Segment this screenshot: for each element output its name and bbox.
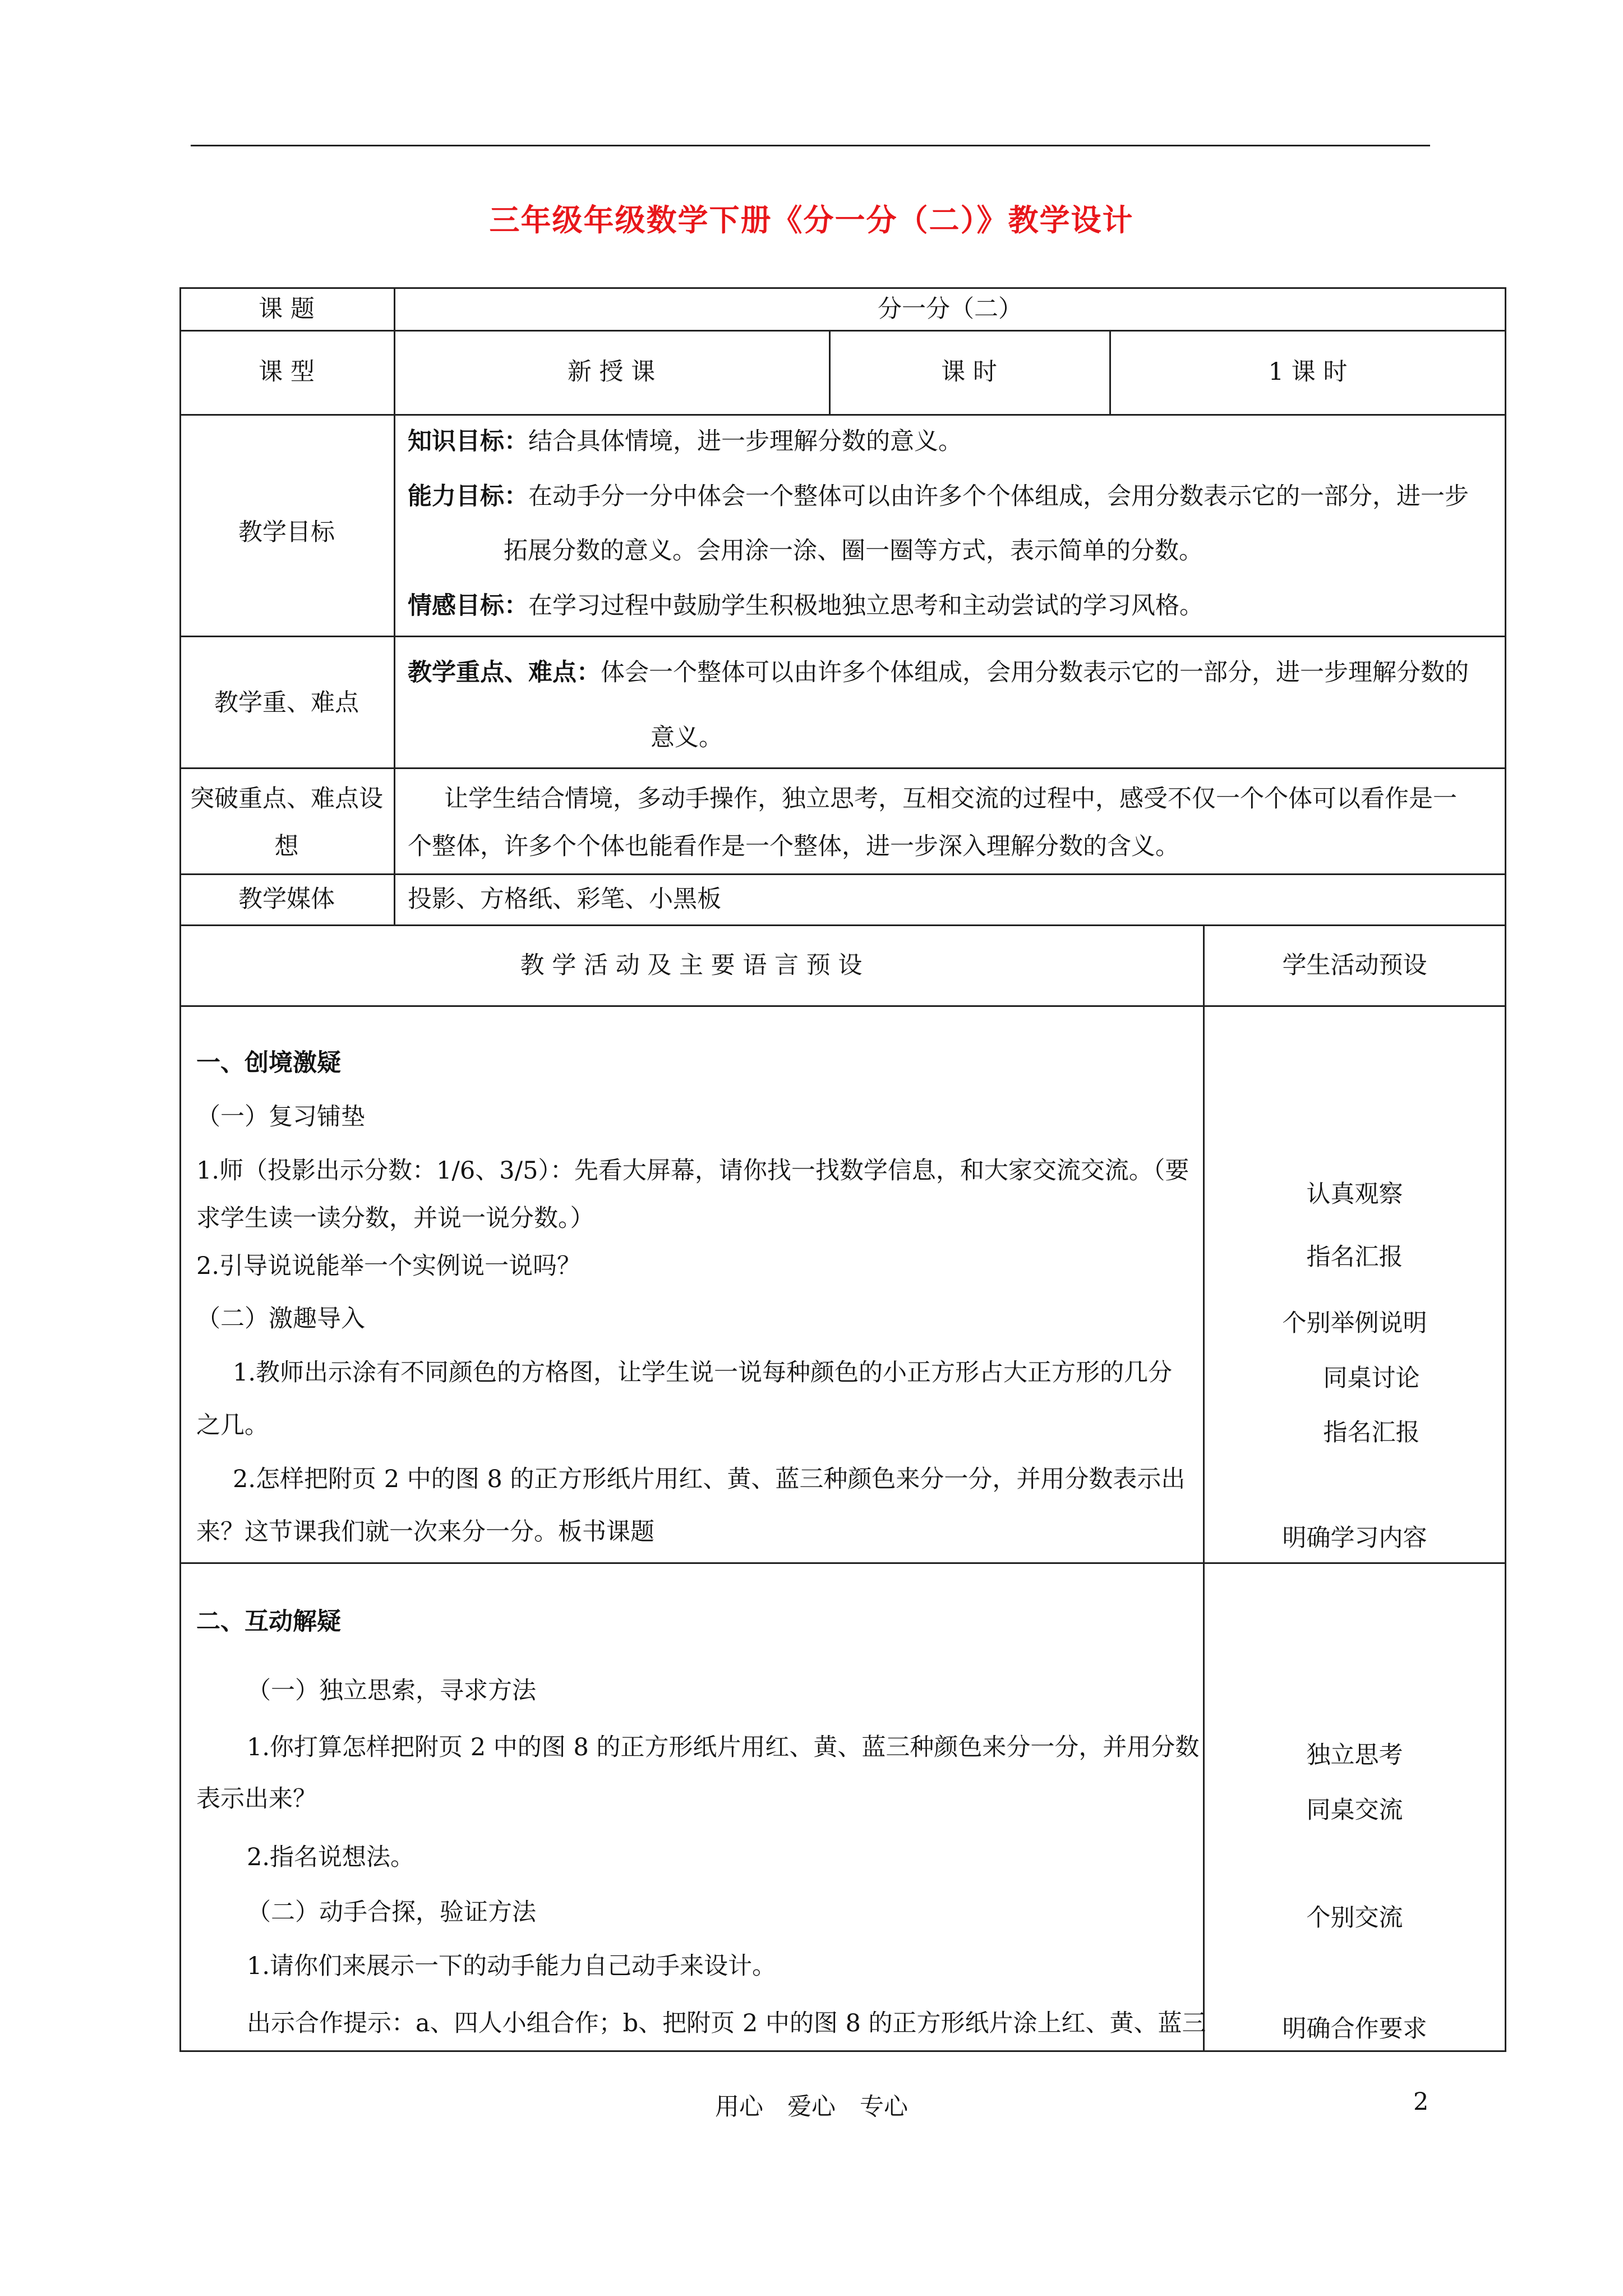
section2-sub1: （一）独立思索，寻求方法 (247, 1677, 536, 1705)
section2-line: 表示出来？ (196, 1785, 317, 1813)
type-label: 课 型 (259, 358, 315, 386)
hours-value: 1 课 时 (1268, 358, 1348, 386)
hours-label: 课 时 (941, 358, 997, 386)
section1-line: 1.教师出示涂有不同颜色的方格图，让学生说一说每种颜色的小正方形占大正方形的几分 (233, 1359, 1173, 1387)
section2-sub2: （二）动手合探，验证方法 (247, 1898, 536, 1926)
student-activity: 明确合作要求 (1282, 2015, 1427, 2043)
goal-ability-text-2: 拓展分数的意义。会用涂一涂、圈一圈等方式，表示简单的分数。 (504, 537, 1203, 565)
document-title: 三年级年级数学下册《分一分（二）》教学设计 (489, 202, 1134, 238)
student-activity: 明确学习内容 (1282, 1524, 1427, 1552)
section2-line: 2.指名说想法。 (247, 1843, 415, 1871)
goal-emotion-label: 情感目标： (408, 592, 528, 620)
media-value: 投影、方格纸、彩笔、小黑板 (408, 885, 721, 913)
section1-line: 2.怎样把附页 2 中的图 8 的正方形纸片用红、黄、蓝三种颜色来分一分，并用分数表示出 (233, 1465, 1186, 1493)
goal-knowledge (408, 425, 962, 458)
topic-label: 课 题 (259, 295, 315, 323)
student-activity: 同桌交流 (1306, 1796, 1403, 1824)
goal-ability-text-1: 在动手分一分中体会一个整体可以由许多个个体组成，会用分数表示它的一部分，进一步 (528, 482, 1469, 510)
table-border (179, 287, 1506, 289)
table-border (179, 1005, 1506, 1007)
section1-line: 2.引导说说能举一个实例说一说吗？ (196, 1252, 582, 1280)
keypoints-text-2: 意义。 (651, 724, 723, 752)
keypoints-bold: 教学重点、难点： (408, 659, 601, 687)
section2-title: 二、互动解疑 (196, 1608, 341, 1636)
table-border (179, 767, 1506, 769)
goal-knowledge-text: 结合具体情境，进一步理解分数的意义。 (528, 427, 962, 455)
header-rule (191, 145, 1430, 146)
media-label: 教学媒体 (238, 885, 335, 913)
section1-line: 之几。 (196, 1411, 269, 1439)
section1-line: 来？这节课我们就一次来分一分。板书课题 (196, 1518, 654, 1546)
goal-emotion (408, 590, 1204, 622)
table-border (179, 873, 1506, 875)
table-border (179, 414, 1506, 416)
table-border (179, 636, 1506, 637)
section2-line: 1.你打算怎样把附页 2 中的图 8 的正方形纸片用红、黄、蓝三种颜色来分一分，并用分数 (247, 1733, 1200, 1761)
section2-line: 出示合作提示：a、四人小组合作；b、把附页 2 中的图 8 的正方形纸片涂上红、黄、蓝三 (247, 2009, 1206, 2037)
table-border (179, 1562, 1506, 1564)
keypoints-line-1 (408, 656, 1469, 689)
section1-line: 1.师（投影出示分数：1/6、3/5）：先看大屏幕，请你找一找数学信息，和大家交流交流。（要 (196, 1157, 1189, 1185)
breakthrough-label-1: 突破重点、难点设 (190, 785, 383, 813)
goal-ability (408, 480, 1469, 513)
student-activity: 认真观察 (1306, 1180, 1403, 1208)
activity-header-left: 教 学 活 动 及 主 要 语 言 预 设 (520, 951, 863, 979)
section1-sub1: （一）复习铺垫 (196, 1103, 365, 1131)
page-number: 2 (1413, 2088, 1429, 2116)
breakthrough-label-2: 想 (274, 832, 299, 861)
student-activity: 个别举例说明 (1282, 1309, 1427, 1337)
breakthrough-text-1: 让学生结合情境，多动手操作，独立思考，互相交流的过程中，感受不仅一个个体可以看作是一 (444, 785, 1457, 813)
section2-line: 1.请你们来展示一下的动手能力自己动手来设计。 (247, 1952, 777, 1980)
keypoints-text-1: 体会一个整体可以由许多个体组成，会用分数表示它的一部分，进一步理解分数的 (601, 659, 1469, 687)
goal-emotion-text: 在学习过程中鼓励学生积极地独立思考和主动尝试的学习风格。 (528, 592, 1204, 620)
section1-title: 一、创境激疑 (196, 1049, 341, 1077)
table-border (179, 2050, 1506, 2052)
topic-value: 分一分（二） (878, 295, 1022, 323)
student-activity: 同桌讨论 (1323, 1364, 1420, 1392)
goals-label: 教学目标 (238, 518, 335, 546)
footer-motto: 用心 爱心 专心 (715, 2093, 908, 2121)
student-activity: 个别交流 (1306, 1904, 1403, 1932)
table-border (179, 330, 1506, 332)
type-value: 新 授 课 (567, 358, 656, 386)
table-border (1505, 287, 1506, 2052)
goal-ability-label: 能力目标： (408, 482, 528, 510)
student-activity: 指名汇报 (1323, 1419, 1420, 1447)
table-border (179, 287, 181, 2052)
breakthrough-text-2: 个整体，许多个个体也能看作是一个整体，进一步深入理解分数的含义。 (408, 832, 1179, 861)
section1-line: 求学生读一读分数，并说一说分数。） (196, 1204, 594, 1232)
student-activity: 指名汇报 (1306, 1243, 1403, 1271)
goal-knowledge-label: 知识目标： (408, 427, 528, 455)
student-activity: 独立思考 (1306, 1741, 1403, 1769)
activity-header-right: 学生活动预设 (1282, 951, 1427, 979)
table-border (179, 924, 1506, 926)
table-border (1203, 924, 1205, 2052)
keypoints-label: 教学重、难点 (214, 689, 359, 717)
section1-sub2: （二）激趣导入 (196, 1305, 365, 1333)
